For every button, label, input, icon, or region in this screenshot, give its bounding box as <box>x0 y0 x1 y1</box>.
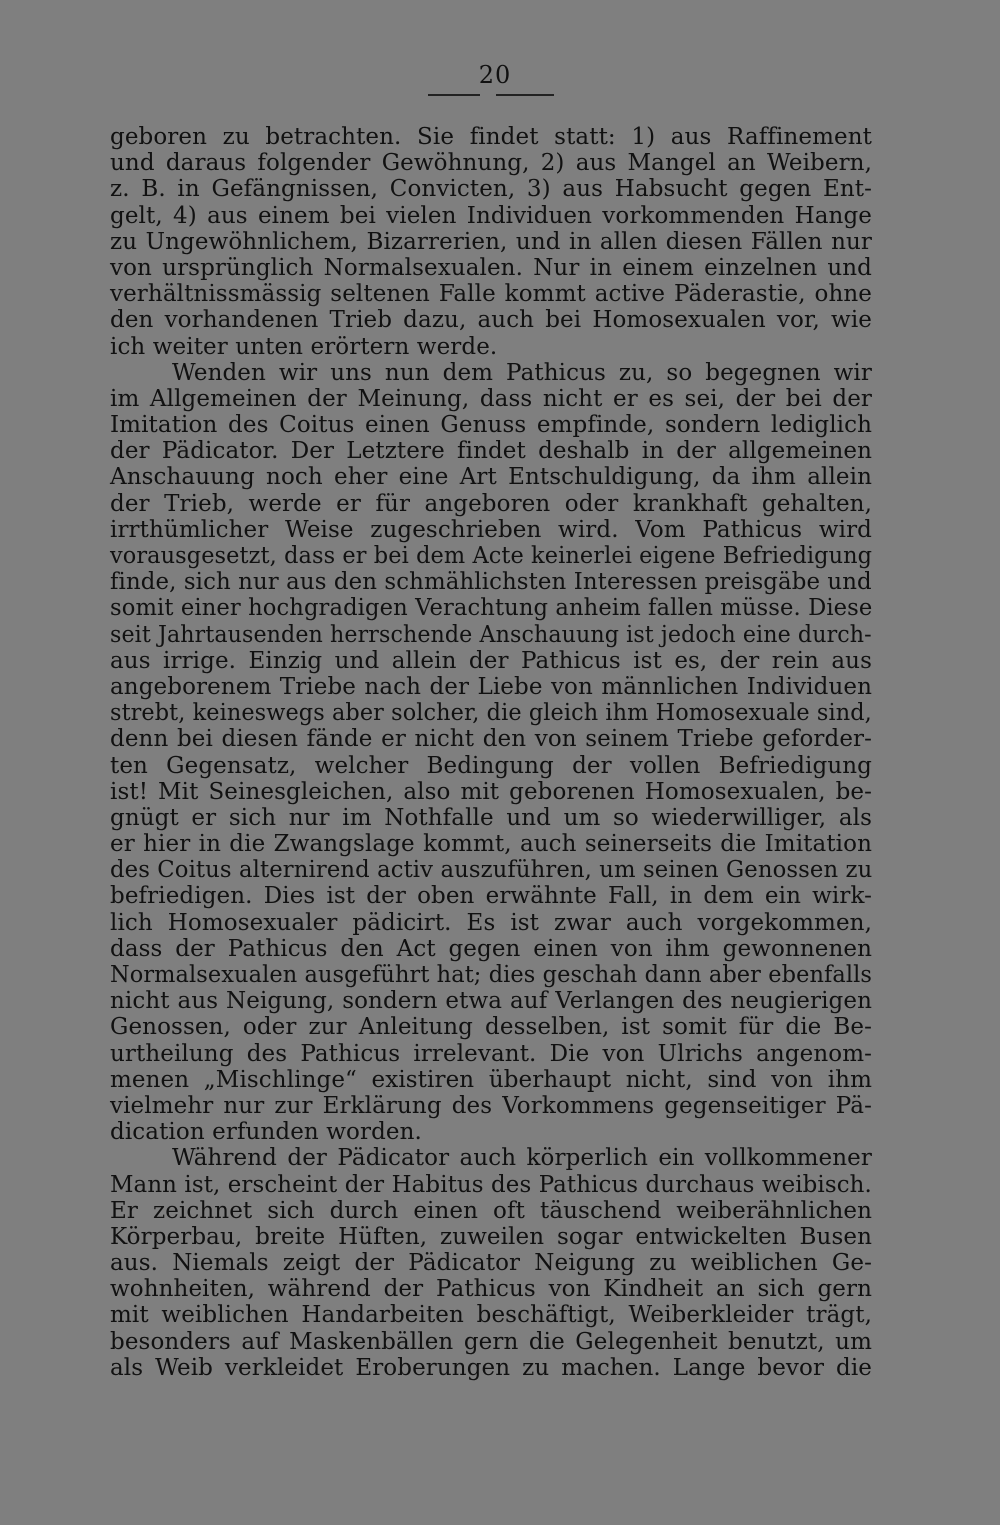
text-line: lich Homosexualer pädicirt. Es ist zwar auch vorgekommen, <box>110 909 872 936</box>
text-line: gelt, 4) aus einem bei vielen Individuen vorkommenden Hange <box>110 202 872 229</box>
text-line: und daraus folgender Gewöhnung, 2) aus Mangel an Weibern, <box>110 150 872 177</box>
body-text <box>110 124 872 1381</box>
text-line: Anschauung noch eher eine Art Entschuldigung, da ihm allein <box>110 464 872 491</box>
text-line: geboren zu betrachten. Sie findet statt: 1) aus Raffinement <box>110 124 872 150</box>
text-line: mit weiblichen Handarbeiten beschäftigt, Weiberkleider trägt, <box>110 1302 872 1329</box>
text-line: urtheilung des Pathicus irrelevant. Die von Ulrichs angenom- <box>110 1040 872 1067</box>
header-rule-right <box>496 94 554 96</box>
text-line: zu Ungewöhnlichem, Bizarrerien, und in allen diesen Fällen nur <box>110 228 872 255</box>
text-line: aus irrige. Einzig und allein der Pathicus ist es, der rein aus <box>110 647 872 674</box>
text-line: nicht aus Neigung, sondern etwa auf Verlangen des neugierigen <box>110 988 872 1015</box>
text-line: befriedigen. Dies ist der oben erwähnte Fall, in dem ein wirk- <box>110 883 872 910</box>
text-line: denn bei diesen fände er nicht den von seinem Triebe geforder- <box>110 726 872 753</box>
text-line: z. B. in Gefängnissen, Convicten, 3) aus Habsucht gegen Ent- <box>110 176 872 203</box>
text-line: dass der Pathicus den Act gegen einen von ihm gewonnenen <box>110 935 872 962</box>
text-line: vielmehr nur zur Erklärung des Vorkommens gegenseitiger Pä- <box>110 1092 872 1119</box>
text-line: menen „Mischlinge“ existiren überhaupt nicht, sind von ihm <box>110 1066 872 1093</box>
text-line: Normalsexualen ausgeführt hat; dies geschah dann aber ebenfalls <box>110 962 873 988</box>
text-line: der Trieb, werde er für angeboren oder krankhaft gehalten, <box>110 490 872 517</box>
text-line: des Coitus alternirend activ auszuführen, um seinen Genossen zu <box>110 857 873 884</box>
text-line: den vorhandenen Trieb dazu, auch bei Homosexualen vor, wie <box>110 307 872 334</box>
text-line: Während der Pädicator auch körperlich ein vollkommener <box>172 1145 872 1172</box>
text-line: ich weiter unten erörtern werde. <box>110 333 498 360</box>
text-line: Imitation des Coitus einen Genuss empfinde, sondern lediglich <box>110 412 872 439</box>
text-line: aus. Niemals zeigt der Pädicator Neigung zu weiblichen Ge- <box>110 1250 872 1277</box>
header-rule-left <box>428 94 480 96</box>
text-line: er hier in die Zwangslage kommt, auch seinerseits die Imitation <box>110 831 872 858</box>
text-line: wohnheiten, während der Pathicus von Kindheit an sich gern <box>110 1276 872 1303</box>
text-line: besonders auf Maskenbällen gern die Gelegenheit benutzt, um <box>110 1328 872 1355</box>
text-line: Körperbau, breite Hüften, zuweilen sogar entwickelten Busen <box>110 1223 872 1250</box>
text-line: gnügt er sich nur im Nothfalle und um so wiederwilliger, als <box>110 804 872 831</box>
text-line: strebt, keineswegs aber solcher, die gleich ihm Homosexuale sind, <box>110 700 872 727</box>
text-line: Wenden wir uns nun dem Pathicus zu, so begegnen wir <box>172 359 872 386</box>
text-line: somit einer hochgradigen Verachtung anheim fallen müsse. Diese <box>110 595 873 622</box>
text-line: dication erfunden worden. <box>110 1119 422 1146</box>
text-line: ten Gegensatz, welcher Bedingung der vollen Befriedigung <box>110 752 872 779</box>
text-line: angeborenem Triebe nach der Liebe von männlichen Individuen <box>110 673 872 700</box>
text-line: vorausgesetzt, dass er bei dem Acte keinerlei eigene Befriedigung <box>110 543 873 569</box>
page-number: 20 <box>478 61 512 89</box>
text-line: der Pädicator. Der Letztere findet deshalb in der allgemeinen <box>110 438 872 465</box>
text-line: irrthümlicher Weise zugeschrieben wird. Vom Pathicus wird <box>110 516 872 543</box>
text-line: verhältnissmässig seltenen Falle kommt active Päderastie, ohne <box>110 281 872 308</box>
text-line: von ursprünglich Normalsexualen. Nur in einem einzelnen und <box>110 254 872 281</box>
page-header <box>0 58 1000 98</box>
text-line: seit Jahrtausenden herrschende Anschauung ist jedoch eine durch- <box>110 621 872 648</box>
text-line: Mann ist, erscheint der Habitus des Pathicus durchaus weibisch. <box>110 1171 872 1198</box>
text-line: Genossen, oder zur Anleitung desselben, ist somit für die Be- <box>110 1014 872 1041</box>
text-line: im Allgemeinen der Meinung, dass nicht er es sei, der bei der <box>110 385 872 412</box>
text-line: Er zeichnet sich durch einen oft täuschend weiberähnlichen <box>110 1197 872 1224</box>
text-line: finde, sich nur aus den schmählichsten Interessen preisgäbe und <box>110 569 872 596</box>
text-line: ist! Mit Seinesgleichen, also mit geborenen Homosexualen, be- <box>110 778 872 805</box>
text-line: als Weib verkleidet Eroberungen zu machen. Lange bevor die <box>110 1354 872 1381</box>
